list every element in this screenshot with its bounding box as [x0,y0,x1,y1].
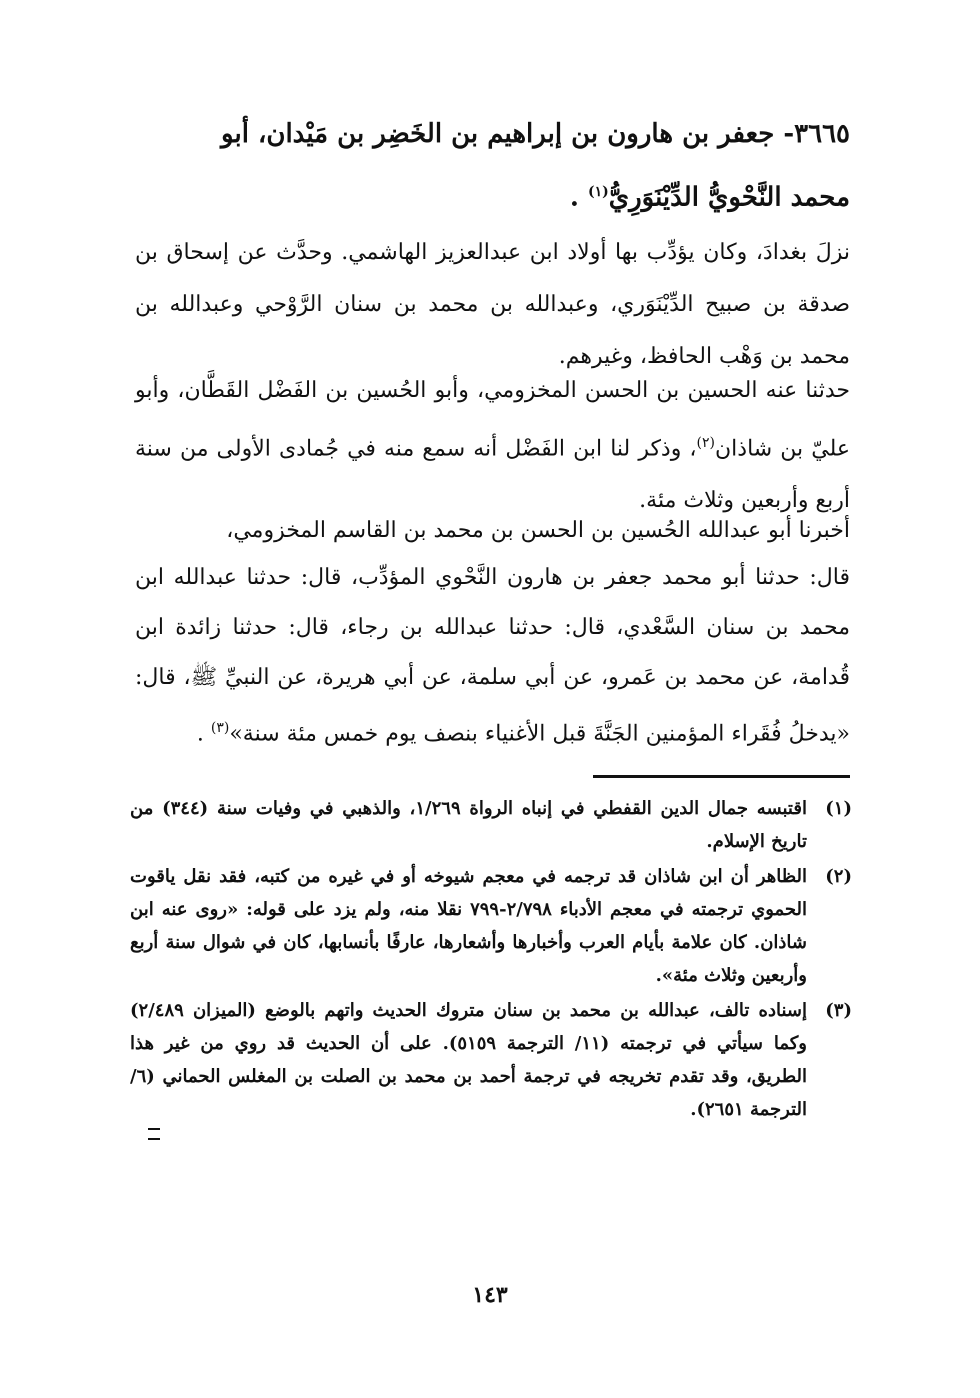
footnote-text: الظاهر أن ابن شاذان قد ترجمه في معجم شيوخه أو في غيره من كتبه، فقد نقل ياقوت الحموي ترجمته في معجم الأدباء ٢/٧٩٨-٧٩٩ نقلا منه، ولم يزد على قوله: «روى عنه ابن شاذان. كان علامة بأيام العرب وأخبارها وأشعارها، عارفًا بأنسابها، كان في شوال سنة أربع وأربعين وثلاث مئة». [130,866,808,986]
heading-name: محمد النَّحْويُّ الدِّيْنَوَرِيُّ [608,182,850,213]
footnote-ref-1: (١) [587,184,609,200]
footnotes-section [130,792,852,1128]
footnote-ref-2: (٢) [696,435,715,451]
footnote-number: (٣) [825,1000,852,1021]
paragraph-narrators-text-1: حدثنا عنه الحسين بن الحسن المخزومي، وأبو الحُسين بن الفَضْل القَطَّان، وأبو عليّ بن شاذان [135,378,850,462]
page-number: ١٤٣ [472,1282,508,1308]
paragraph-hadith [135,553,850,759]
footnote-number: (١) [825,798,852,819]
paragraph-narrators-text-2: ، وذكر لنا ابن الفَضْل أنه سمع منه في جُمادى الأولى من سنة أربع وأربعين وثلاث مئة. [135,436,850,514]
footnote-number: (٢) [825,866,852,887]
entry-heading [135,105,850,227]
footnote-text: اقتبسه جمال الدين القفطي في إنباه الرواة ١/٢٦٩، والذهبي في وفيات سنة (٣٤٤) من تاريخ الإسلام. [130,798,807,852]
footnote-ref-3: (٣) [210,720,230,736]
heading-trail: . [569,182,579,213]
paragraph-hadith-trail: . [196,721,204,747]
paragraph-hadith-text: قال: حدثنا أبو محمد جعفر بن هارون النَّحْوي المؤدِّب، قال: حدثنا عبدالله ابن محمد بن سنان السَّعْدي، قال: حدثنا عبدالله بن رجاء، قال: حدثنا زائدة ابن قُدامة، عن محمد بن عَمرو، عن أبي سلمة، عن أبي هريرة، عن النبيِّ ﷺ، قال: «يدخلُ فُقَراء المؤمنين الجَنَّةَ قبل الأغنياء بنصف يوم خمس مئة سنة» [135,565,850,747]
footnote-2 [130,860,852,992]
end-of-entry-mark [148,1128,160,1140]
heading-line-1: ٣٦٦٥- جعفر بن هارون بن إبراهيم بن الخَضِر بن مَيْدان، أبو [221,119,850,149]
footnote-text: إسناده تالف، عبدالله بن محمد بن سنان متروك الحديث واتهم بالوضع (الميزان ٢/٤٨٩) وكما سيأتي في ترجمته (١١/ الترجمة ٥١٥٩). على أن الحديث قد روي من غير هذا الطريق، وقد تقدم تخريجه في ترجمة أحمد بن محمد بن الصلت بن المغلس الحماني (٦/ الترجمة ٢٦٥١). [130,1000,808,1120]
footnote-1 [130,792,852,858]
heading-line-2 [135,163,850,227]
paragraph-biography: نزلَ بغدادَ، وكان يؤدِّب بها أولاد ابن عبدالعزيز الهاشمي. وحدَّث عن إسحاق بن صدقة بن صبيح الدِّيْنَوَري، وعبدالله بن محمد بن سنان الرَّوْحي وعبدالله بن محمد بن وَهْب الحافظ، وغيرهم. [135,240,850,369]
footnote-divider [593,775,850,778]
footnote-3 [130,994,852,1126]
paragraph-hadith-line-1: أخبرنا أبو عبدالله الحُسين بن الحسن بن محمد بن القاسم المخزومي، [226,518,850,543]
paragraph-narrators [135,365,850,527]
